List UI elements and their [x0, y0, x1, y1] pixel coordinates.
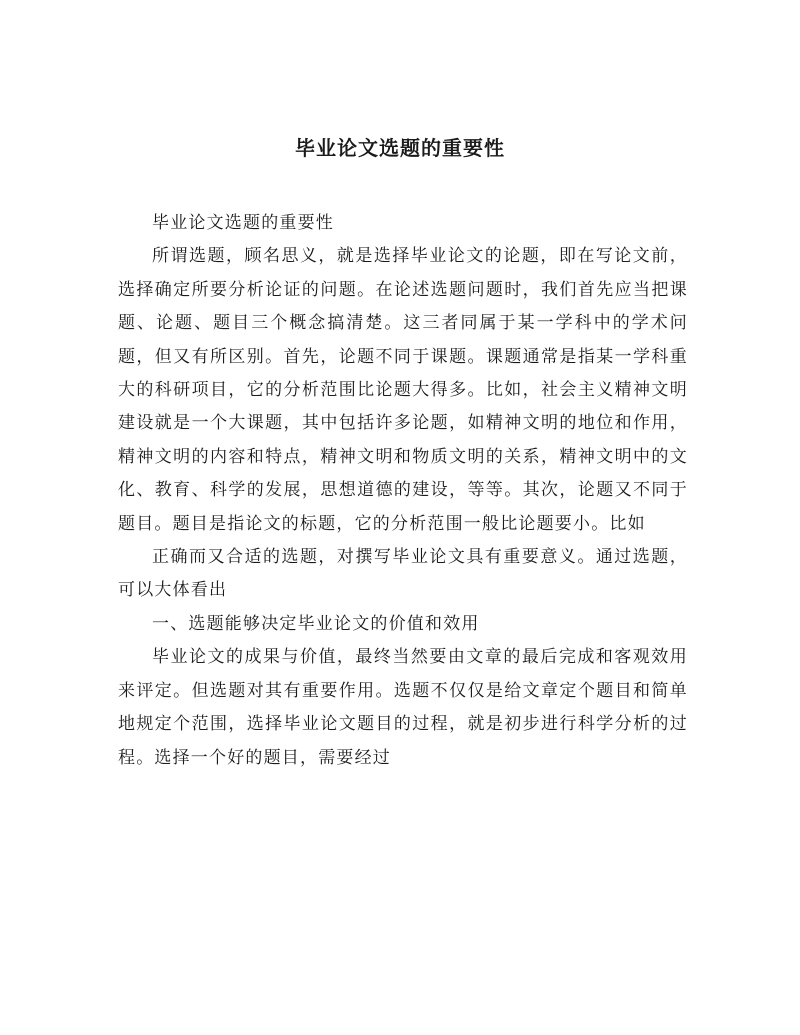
- paragraph-value: 毕业论文的成果与价值，最终当然要由文章的最后完成和客观效用来评定。但选题对其有重要作用。选题不仅仅是给文章定个题目和简单地规定个范围，选择毕业论文题目的过程，就是初步进行科学分析的过程。选择一个好的题目，需要经过: [118, 647, 688, 768]
- paragraph-subtitle: 毕业论文选题的重要性: [152, 213, 334, 233]
- section-heading-1: 一、选题能够决定毕业论文的价值和效用: [152, 613, 480, 634]
- paragraph-importance: 正确而又合适的选题，对撰写毕业论文具有重要意义。通过选题，可以大体看出: [118, 547, 688, 601]
- document-title: 毕业论文选题的重要性: [295, 136, 505, 160]
- document-body: [118, 207, 688, 775]
- paragraph-topic-definition: 所谓选题，顾名思义，就是选择毕业论文的论题，即在写论文前，选择确定所要分析论证的问题。在论述选题问题时，我们首先应当把课题、论题、题目三个概念搞清楚。这三者同属于某一学科中的学术问题，但又有所区别。首先，论题不同于课题。课题通常是指某一学科重大的科研项目，它的分析范围比论题大得多。比如，社会主义精神文明建设就是一个大课题，其中包括许多论题，如精神文明的地位和作用，精神文明的内容和特点，精神文明和物质文明的关系，精神文明中的文化、教育、科学的发展，思想道德的建设，等等。其次，论题又不同于题目。题目是指论文的标题，它的分析范围一般比论题要小。比如: [118, 246, 688, 534]
